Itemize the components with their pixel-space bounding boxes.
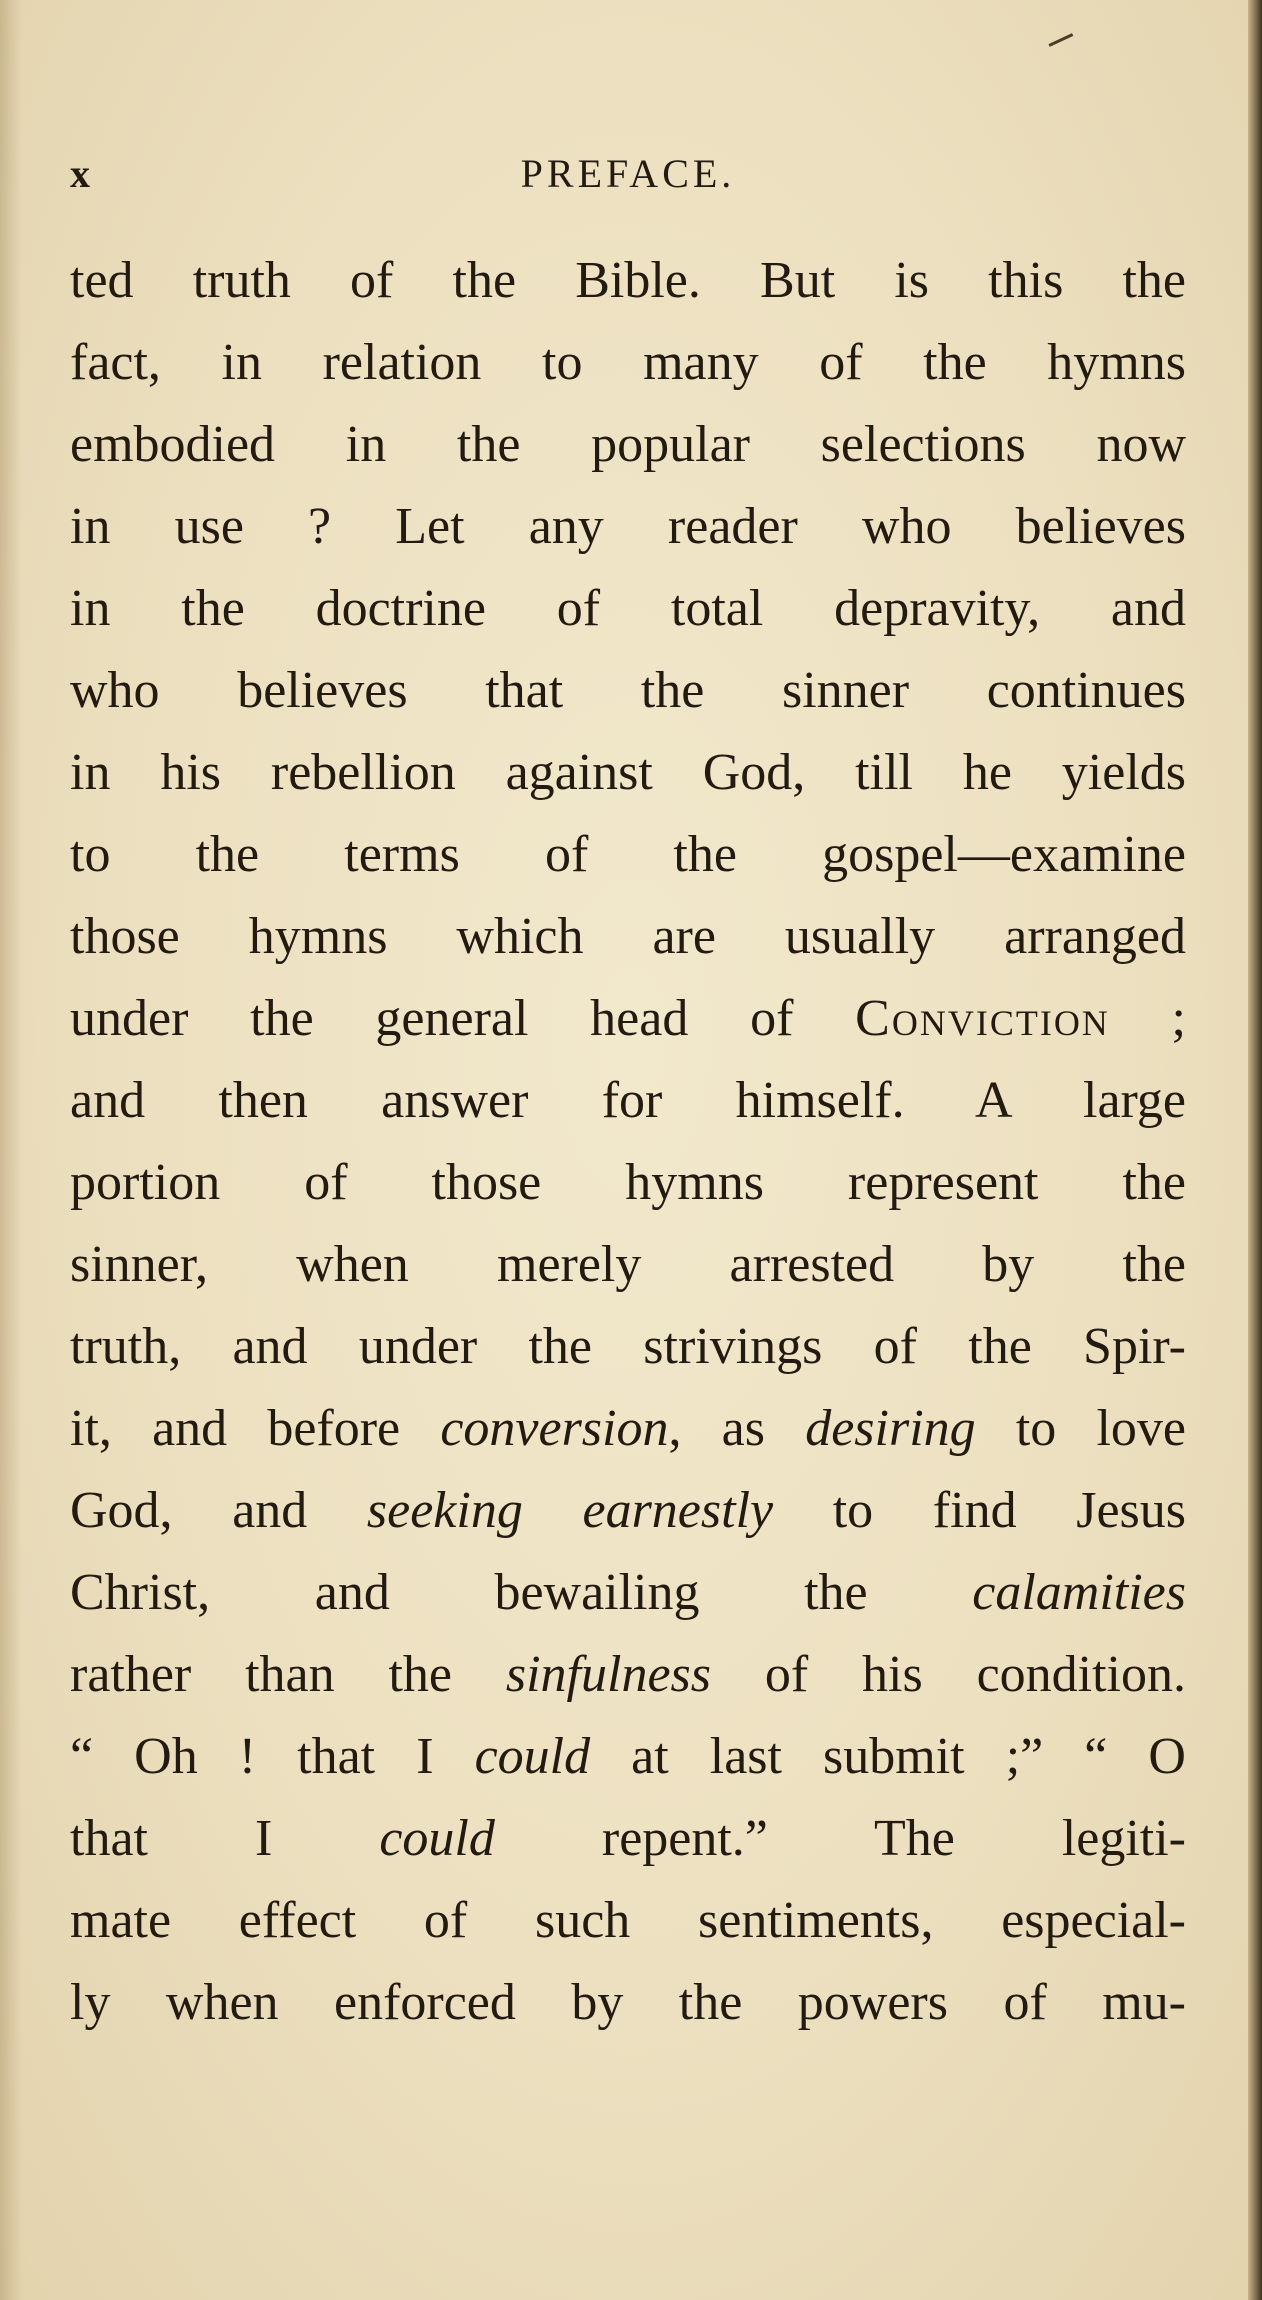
italic-word: desiring: [805, 1400, 976, 1457]
text-run: to find Jesus: [773, 1482, 1186, 1539]
text-line: in his rebellion against God, till he yields: [70, 744, 1186, 801]
text-run: ;: [1109, 990, 1186, 1047]
italic-word: earnestly: [582, 1482, 774, 1539]
text-line: [70, 1470, 1186, 1552]
italic-word: sinfulness: [505, 1646, 712, 1703]
text-run: God, and: [70, 1482, 367, 1539]
text-line: [70, 1716, 1186, 1798]
text-run: Christ, and bewailing the: [70, 1564, 973, 1621]
text-run: it, and before: [70, 1400, 441, 1457]
page-edge: [1248, 0, 1262, 2300]
text-line: [70, 1552, 1186, 1634]
text-run: , as: [668, 1400, 806, 1457]
text-line: fact, in relation to many of the hymns: [70, 334, 1186, 391]
text-line: [70, 978, 1186, 1060]
ink-mark: [1048, 33, 1077, 56]
text-line: [70, 1388, 1186, 1470]
text-line: portion of those hymns represent the: [70, 1154, 1186, 1211]
text-line: ted truth of the Bible. But is this the: [70, 252, 1186, 309]
text-line: sinner, when merely arrested by the: [70, 1236, 1186, 1293]
page-number: x: [70, 151, 93, 196]
text-line: ly when enforced by the powers of mu-: [70, 1974, 1186, 2031]
text-line: [70, 1634, 1186, 1716]
text-run: “ Oh ! that I: [70, 1728, 475, 1785]
body-text: [70, 240, 1186, 2044]
italic-word: seeking: [366, 1482, 523, 1539]
text-line: mate effect of such sentiments, especial-: [70, 1892, 1186, 1949]
text-line: those hymns which are usually arranged: [70, 908, 1186, 965]
text-run: of his condition.: [711, 1646, 1186, 1703]
text-run: rather than the: [70, 1646, 506, 1703]
small-caps-word: Conviction: [855, 990, 1110, 1047]
text-line: in use ? Let any reader who believes: [70, 498, 1186, 555]
text-line: in the doctrine of total depravity, and: [70, 580, 1186, 637]
italic-word: conversion: [440, 1400, 669, 1457]
text-run: repent.” The legiti-: [494, 1810, 1186, 1867]
text-line: embodied in the popular selections now: [70, 416, 1186, 473]
text-run: that I: [70, 1810, 380, 1867]
italic-word: could: [379, 1810, 495, 1867]
text-run: under the general head of: [70, 990, 856, 1047]
text-line: truth, and under the strivings of the Spir-: [70, 1318, 1186, 1375]
text-line: [70, 1798, 1186, 1880]
italic-word: calamities: [972, 1564, 1186, 1621]
page-header: [70, 150, 1186, 200]
text-run: at last submit ;” “ O: [590, 1728, 1186, 1785]
text-line: who believes that the sinner continues: [70, 662, 1186, 719]
text-run: [523, 1482, 583, 1539]
text-line: to the terms of the gospel—examine: [70, 826, 1186, 883]
text-run: to love: [975, 1400, 1186, 1457]
page-gutter-shadow: [0, 0, 22, 2300]
italic-word: could: [474, 1728, 591, 1785]
running-head: PREFACE.: [520, 151, 736, 196]
text-line: and then answer for himself. A large: [70, 1072, 1186, 1129]
